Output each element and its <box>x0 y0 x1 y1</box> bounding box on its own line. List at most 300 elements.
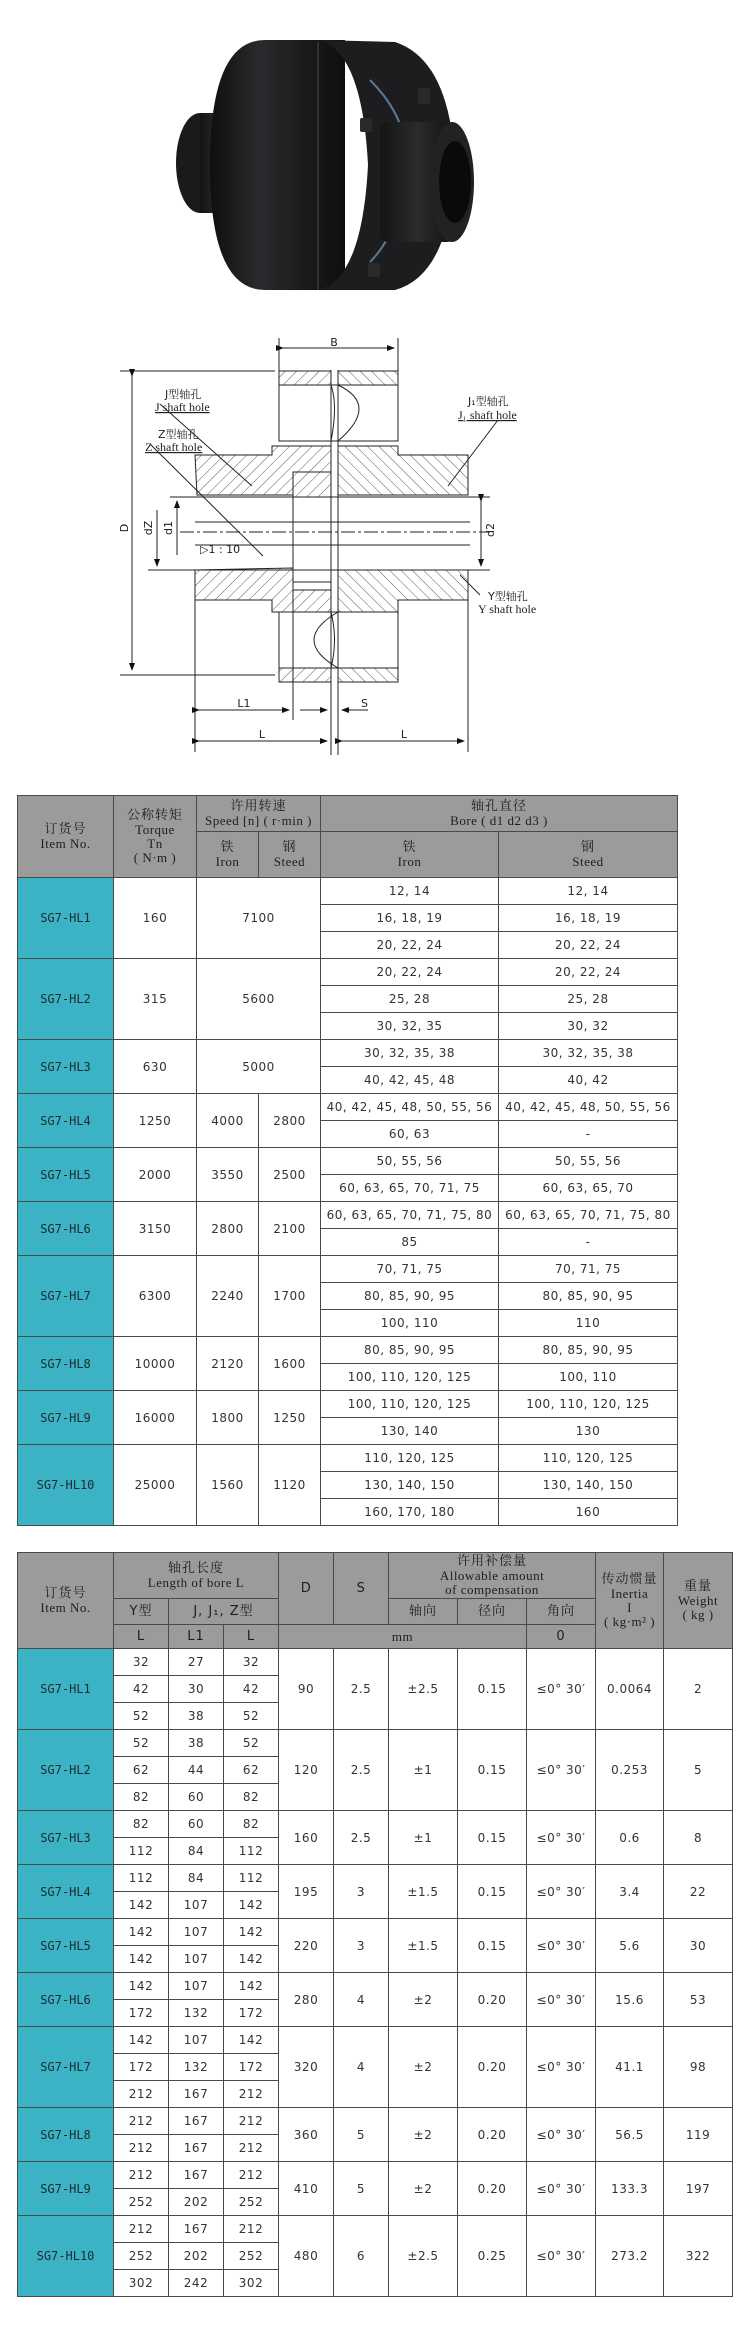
bore-iron-value: 80, 85, 90, 95 <box>321 1337 499 1364</box>
length-l1: 202 <box>169 2243 224 2270</box>
table-row <box>18 1919 733 1946</box>
item-number: SG7-HL5 <box>18 1919 114 1973</box>
radial-value: 0.15 <box>458 1919 527 1973</box>
radial-value: 0.15 <box>458 1649 527 1730</box>
dim-l-right-label: L <box>400 728 408 741</box>
length-y-l: 252 <box>114 2189 169 2216</box>
torque-value: 1250 <box>114 1094 197 1148</box>
radial-value: 0.20 <box>458 1973 527 2027</box>
weight-value: 30 <box>664 1919 733 1973</box>
speed-value: 7100 <box>197 878 321 959</box>
length-y-l: 52 <box>114 1730 169 1757</box>
length-l: 112 <box>224 1865 279 1892</box>
weight-value: 53 <box>664 1973 733 2027</box>
axial-value: ±2.5 <box>389 1649 458 1730</box>
length-l1: 202 <box>169 2189 224 2216</box>
item-number: SG7-HL8 <box>18 1337 114 1391</box>
angular-value: ≤0° 30′ <box>527 1865 596 1919</box>
length-l1: 167 <box>169 2162 224 2189</box>
table-row <box>18 2027 733 2054</box>
length-y-l: 212 <box>114 2162 169 2189</box>
table-row <box>18 2162 733 2189</box>
inertia-value: 0.253 <box>596 1730 664 1811</box>
header-l1: L1 <box>169 1625 224 1649</box>
torque-value: 315 <box>114 959 197 1040</box>
item-number: SG7-HL8 <box>18 2108 114 2162</box>
angular-value: ≤0° 30′ <box>527 2216 596 2297</box>
bore-steel-value: 30, 32, 35, 38 <box>499 1040 678 1067</box>
header-bore: 轴孔直径 Bore ( d1 d2 d3 ) <box>321 796 678 832</box>
speed-iron-value: 3550 <box>197 1148 259 1202</box>
weight-value: 5 <box>664 1730 733 1811</box>
inertia-value: 0.0064 <box>596 1649 664 1730</box>
length-l1: 107 <box>169 1946 224 1973</box>
radial-value: 0.25 <box>458 2216 527 2297</box>
length-y-l: 252 <box>114 2243 169 2270</box>
bore-iron-value: 25, 28 <box>321 986 499 1013</box>
s-value: 2.5 <box>334 1811 389 1865</box>
angular-value: ≤0° 30′ <box>527 2162 596 2216</box>
length-y-l: 112 <box>114 1865 169 1892</box>
item-number: SG7-HL3 <box>18 1811 114 1865</box>
bore-iron-value: 130, 140, 150 <box>321 1472 499 1499</box>
length-l1: 38 <box>169 1730 224 1757</box>
radial-value: 0.15 <box>458 1730 527 1811</box>
torque-value: 16000 <box>114 1391 197 1445</box>
length-l: 62 <box>224 1757 279 1784</box>
table-row <box>18 1649 733 1676</box>
header-weight: 重量 Weight ( kg ) <box>664 1553 733 1649</box>
length-l1: 84 <box>169 1838 224 1865</box>
table-row <box>18 2108 733 2135</box>
bore-steel-value: 12, 14 <box>499 878 678 905</box>
length-y-l: 172 <box>114 2054 169 2081</box>
item-number: SG7-HL1 <box>18 878 114 959</box>
bore-steel-value: 60, 63, 65, 70, 71, 75, 80 <box>499 1202 678 1229</box>
bore-steel-value: 40, 42 <box>499 1067 678 1094</box>
header-l2: L <box>224 1625 279 1649</box>
speed-steel-value: 1600 <box>259 1337 321 1391</box>
length-l1: 107 <box>169 1973 224 2000</box>
length-l: 252 <box>224 2189 279 2216</box>
length-l: 172 <box>224 2000 279 2027</box>
header-speed: 许用转速 Speed [n] ( r·min ) <box>197 796 321 832</box>
s-value: 6 <box>334 2216 389 2297</box>
axial-value: ±2.5 <box>389 2216 458 2297</box>
length-y-l: 82 <box>114 1811 169 1838</box>
length-l1: 132 <box>169 2054 224 2081</box>
s-value: 2.5 <box>334 1730 389 1811</box>
bore-steel-value: 20, 22, 24 <box>499 932 678 959</box>
speed-steel-value: 1120 <box>259 1445 321 1526</box>
inertia-value: 3.4 <box>596 1865 664 1919</box>
axial-value: ±2 <box>389 2162 458 2216</box>
table-row <box>18 1337 678 1364</box>
table-row <box>18 1445 678 1472</box>
bore-iron-value: 100, 110, 120, 125 <box>321 1364 499 1391</box>
length-l: 212 <box>224 2108 279 2135</box>
length-l: 82 <box>224 1811 279 1838</box>
header-speed-iron: 铁 Iron <box>197 832 259 878</box>
weight-value: 2 <box>664 1649 733 1730</box>
speed-value: 5600 <box>197 959 321 1040</box>
length-l: 142 <box>224 2027 279 2054</box>
bore-iron-value: 100, 110, 120, 125 <box>321 1391 499 1418</box>
speed-iron-value: 2800 <box>197 1202 259 1256</box>
inertia-value: 56.5 <box>596 2108 664 2162</box>
length-l: 142 <box>224 1973 279 2000</box>
table-row <box>18 1865 733 1892</box>
bore-iron-value: 160, 170, 180 <box>321 1499 499 1526</box>
item-number: SG7-HL10 <box>18 1445 114 1526</box>
j1-shaft-hole-zh: J₁型轴孔 <box>468 395 509 408</box>
item-number: SG7-HL4 <box>18 1865 114 1919</box>
angular-value: ≤0° 30′ <box>527 2027 596 2108</box>
bore-steel-value: 20, 22, 24 <box>499 959 678 986</box>
length-l: 42 <box>224 1676 279 1703</box>
bore-steel-value: 110 <box>499 1310 678 1337</box>
torque-value: 10000 <box>114 1337 197 1391</box>
d-value: 120 <box>279 1730 334 1811</box>
s-value: 4 <box>334 1973 389 2027</box>
length-y-l: 52 <box>114 1703 169 1730</box>
table-row <box>18 1040 678 1067</box>
speed-steel-value: 1250 <box>259 1391 321 1445</box>
speed-iron-value: 1800 <box>197 1391 259 1445</box>
item-number: SG7-HL3 <box>18 1040 114 1094</box>
weight-value: 98 <box>664 2027 733 2108</box>
length-l: 52 <box>224 1703 279 1730</box>
angular-value: ≤0° 30′ <box>527 2108 596 2162</box>
bore-steel-value: 80, 85, 90, 95 <box>499 1337 678 1364</box>
bore-steel-value: 30, 32 <box>499 1013 678 1040</box>
header-bore-steel: 钢 Steed <box>499 832 678 878</box>
weight-value: 22 <box>664 1865 733 1919</box>
axial-value: ±2 <box>389 2108 458 2162</box>
table-row <box>18 1391 678 1418</box>
torque-value: 6300 <box>114 1256 197 1337</box>
item-number: SG7-HL6 <box>18 1202 114 1256</box>
coupling-section-diagram <box>0 330 750 760</box>
angular-value: ≤0° 30′ <box>527 1919 596 1973</box>
header-d: D <box>279 1553 334 1625</box>
length-l1: 132 <box>169 2000 224 2027</box>
radial-value: 0.20 <box>458 2162 527 2216</box>
y-shaft-hole-zh: Y型轴孔 <box>488 590 528 603</box>
angular-value: ≤0° 30′ <box>527 1730 596 1811</box>
length-l1: 167 <box>169 2108 224 2135</box>
axial-value: ±2 <box>389 2027 458 2108</box>
bore-steel-value: 100, 110, 120, 125 <box>499 1391 678 1418</box>
inertia-value: 15.6 <box>596 1973 664 2027</box>
bore-steel-value: - <box>499 1121 678 1148</box>
length-y-l: 142 <box>114 1946 169 1973</box>
bore-iron-value: 40, 42, 45, 48 <box>321 1067 499 1094</box>
d-value: 90 <box>279 1649 334 1730</box>
length-y-l: 212 <box>114 2108 169 2135</box>
bore-steel-value: 40, 42, 45, 48, 50, 55, 56 <box>499 1094 678 1121</box>
length-l: 212 <box>224 2162 279 2189</box>
speed-steel-value: 2500 <box>259 1148 321 1202</box>
axial-value: ±1 <box>389 1811 458 1865</box>
length-l1: 60 <box>169 1784 224 1811</box>
speed-iron-value: 4000 <box>197 1094 259 1148</box>
dim-l-left-label: L <box>258 728 266 741</box>
item-number: SG7-HL9 <box>18 2162 114 2216</box>
header-speed-steel: 钢 Steed <box>259 832 321 878</box>
coupling-image <box>0 0 750 335</box>
d-value: 320 <box>279 2027 334 2108</box>
bore-iron-value: 60, 63 <box>321 1121 499 1148</box>
speed-value: 5000 <box>197 1040 321 1094</box>
torque-speed-bore-table <box>17 795 678 1526</box>
torque-value: 25000 <box>114 1445 197 1526</box>
weight-value: 119 <box>664 2108 733 2162</box>
length-l: 142 <box>224 1946 279 1973</box>
length-l1: 38 <box>169 1703 224 1730</box>
dim-s-label: S <box>361 697 368 710</box>
length-y-l: 212 <box>114 2081 169 2108</box>
d-value: 410 <box>279 2162 334 2216</box>
dim-d1-label: d1 <box>162 521 175 535</box>
length-l: 112 <box>224 1838 279 1865</box>
item-number: SG7-HL9 <box>18 1391 114 1445</box>
y-shaft-hole-en: Y shaft hole <box>478 602 537 616</box>
j-shaft-hole-zh: J型轴孔 <box>165 388 202 401</box>
bore-iron-value: 80, 85, 90, 95 <box>321 1283 499 1310</box>
length-l: 32 <box>224 1649 279 1676</box>
bore-iron-value: 110, 120, 125 <box>321 1445 499 1472</box>
bore-iron-value: 12, 14 <box>321 878 499 905</box>
dim-b-label: B <box>330 336 338 349</box>
weight-value: 322 <box>664 2216 733 2297</box>
length-y-l: 172 <box>114 2000 169 2027</box>
bore-iron-value: 20, 22, 24 <box>321 932 499 959</box>
bore-steel-value: 110, 120, 125 <box>499 1445 678 1472</box>
s-value: 5 <box>334 2162 389 2216</box>
speed-steel-value: 2800 <box>259 1094 321 1148</box>
s-value: 3 <box>334 1919 389 1973</box>
j1-shaft-hole-en: J₁ shaft hole <box>458 408 517 422</box>
header-angular: 角向 <box>527 1599 596 1625</box>
bore-iron-value: 60, 63, 65, 70, 71, 75 <box>321 1175 499 1202</box>
length-l: 172 <box>224 2054 279 2081</box>
header-bore-length: 轴孔长度 Length of bore L <box>114 1553 279 1599</box>
bore-steel-value: 50, 55, 56 <box>499 1148 678 1175</box>
length-l: 252 <box>224 2243 279 2270</box>
length-y-l: 142 <box>114 1892 169 1919</box>
bore-iron-value: 30, 32, 35 <box>321 1013 499 1040</box>
speed-iron-value: 2240 <box>197 1256 259 1337</box>
cross-section-drawing <box>0 330 750 760</box>
header-bore-iron: 铁 Iron <box>321 832 499 878</box>
header-jjz-type: J, J₁, Z型 <box>169 1599 279 1625</box>
length-l: 52 <box>224 1730 279 1757</box>
weight-value: 8 <box>664 1811 733 1865</box>
length-l: 302 <box>224 2270 279 2297</box>
table-row <box>18 1148 678 1175</box>
length-y-l: 142 <box>114 2027 169 2054</box>
d-value: 360 <box>279 2108 334 2162</box>
header-compensation: 许用补偿量 Allowable amount of compensation <box>389 1553 596 1599</box>
bore-iron-value: 20, 22, 24 <box>321 959 499 986</box>
s-value: 2.5 <box>334 1649 389 1730</box>
length-l1: 167 <box>169 2135 224 2162</box>
header-axial: 轴向 <box>389 1599 458 1625</box>
item-number: SG7-HL2 <box>18 959 114 1040</box>
d-value: 195 <box>279 1865 334 1919</box>
length-y-l: 112 <box>114 1838 169 1865</box>
table-row <box>18 1811 733 1838</box>
axial-value: ±1.5 <box>389 1919 458 1973</box>
inertia-value: 273.2 <box>596 2216 664 2297</box>
torque-value: 160 <box>114 878 197 959</box>
bore-iron-value: 100, 110 <box>321 1310 499 1337</box>
z-shaft-hole-zh: Z型轴孔 <box>158 428 199 441</box>
length-l: 212 <box>224 2081 279 2108</box>
table-row <box>18 878 678 905</box>
length-l1: 84 <box>169 1865 224 1892</box>
header-radial: 径向 <box>458 1599 527 1625</box>
bore-steel-value: 70, 71, 75 <box>499 1256 678 1283</box>
length-l1: 167 <box>169 2216 224 2243</box>
bore-iron-value: 85 <box>321 1229 499 1256</box>
d-value: 280 <box>279 1973 334 2027</box>
length-y-l: 142 <box>114 1973 169 2000</box>
bore-steel-value: 25, 28 <box>499 986 678 1013</box>
length-y-l: 82 <box>114 1784 169 1811</box>
length-y-l: 302 <box>114 2270 169 2297</box>
length-l1: 60 <box>169 1811 224 1838</box>
bore-steel-value: 160 <box>499 1499 678 1526</box>
bore-steel-value: 130 <box>499 1418 678 1445</box>
d-value: 220 <box>279 1919 334 1973</box>
header-inertia: 传动惯量 Inertia I ( kg·m² ) <box>596 1553 664 1649</box>
table-row <box>18 1730 733 1757</box>
dim-d-label: D <box>118 523 131 533</box>
bore-iron-value: 50, 55, 56 <box>321 1148 499 1175</box>
item-number: SG7-HL1 <box>18 1649 114 1730</box>
s-value: 5 <box>334 2108 389 2162</box>
angular-value: ≤0° 30′ <box>527 1811 596 1865</box>
bore-steel-value: 16, 18, 19 <box>499 905 678 932</box>
table-row <box>18 2216 733 2243</box>
header-l: L <box>114 1625 169 1649</box>
d-value: 160 <box>279 1811 334 1865</box>
item-number: SG7-HL7 <box>18 2027 114 2108</box>
bore-iron-value: 60, 63, 65, 70, 71, 75, 80 <box>321 1202 499 1229</box>
item-number: SG7-HL10 <box>18 2216 114 2297</box>
axial-value: ±2 <box>389 1973 458 2027</box>
header-item-no: 订货号 Item No. <box>18 796 114 878</box>
bore-steel-value: 100, 110 <box>499 1364 678 1391</box>
item-number: SG7-HL7 <box>18 1256 114 1337</box>
length-l: 212 <box>224 2216 279 2243</box>
bore-iron-value: 16, 18, 19 <box>321 905 499 932</box>
radial-value: 0.20 <box>458 2108 527 2162</box>
bore-iron-value: 30, 32, 35, 38 <box>321 1040 499 1067</box>
bore-steel-value: 60, 63, 65, 70 <box>499 1175 678 1202</box>
item-number: SG7-HL2 <box>18 1730 114 1811</box>
length-l1: 30 <box>169 1676 224 1703</box>
speed-steel-value: 2100 <box>259 1202 321 1256</box>
header-item-no: 订货号 Item No. <box>18 1553 114 1649</box>
table-row <box>18 1202 678 1229</box>
length-l1: 27 <box>169 1649 224 1676</box>
radial-value: 0.15 <box>458 1865 527 1919</box>
item-number: SG7-HL5 <box>18 1148 114 1202</box>
speed-iron-value: 1560 <box>197 1445 259 1526</box>
s-value: 4 <box>334 2027 389 2108</box>
z-shaft-hole-en: Z shaft hole <box>145 440 203 454</box>
table-row <box>18 1973 733 2000</box>
length-y-l: 42 <box>114 1676 169 1703</box>
header-unit-mm: mm <box>279 1625 527 1649</box>
table-row <box>18 1256 678 1283</box>
j-shaft-hole-en: J shaft hole <box>155 400 210 414</box>
bore-steel-value: - <box>499 1229 678 1256</box>
length-y-l: 212 <box>114 2135 169 2162</box>
length-l1: 167 <box>169 2081 224 2108</box>
speed-steel-value: 1700 <box>259 1256 321 1337</box>
bore-iron-value: 40, 42, 45, 48, 50, 55, 56 <box>321 1094 499 1121</box>
length-l: 142 <box>224 1892 279 1919</box>
header-s: S <box>334 1553 389 1625</box>
length-l1: 107 <box>169 1892 224 1919</box>
axial-value: ±1.5 <box>389 1865 458 1919</box>
torque-value: 3150 <box>114 1202 197 1256</box>
length-y-l: 142 <box>114 1919 169 1946</box>
length-y-l: 32 <box>114 1649 169 1676</box>
speed-iron-value: 2120 <box>197 1337 259 1391</box>
s-value: 3 <box>334 1865 389 1919</box>
item-number: SG7-HL6 <box>18 1973 114 2027</box>
dimensions-compensation-table <box>17 1552 733 2297</box>
product-photo <box>0 0 750 335</box>
taper-label: ▷1 : 10 <box>200 543 241 556</box>
bore-steel-value: 130, 140, 150 <box>499 1472 678 1499</box>
item-number: SG7-HL4 <box>18 1094 114 1148</box>
inertia-value: 41.1 <box>596 2027 664 2108</box>
inertia-value: 133.3 <box>596 2162 664 2216</box>
length-l: 82 <box>224 1784 279 1811</box>
length-l: 212 <box>224 2135 279 2162</box>
radial-value: 0.20 <box>458 2027 527 2108</box>
dim-d2-label: d2 <box>484 523 497 537</box>
table-row <box>18 959 678 986</box>
radial-value: 0.15 <box>458 1811 527 1865</box>
length-l1: 107 <box>169 1919 224 1946</box>
inertia-value: 0.6 <box>596 1811 664 1865</box>
dim-dz-label: dZ <box>142 520 155 536</box>
axial-value: ±1 <box>389 1730 458 1811</box>
torque-value: 2000 <box>114 1148 197 1202</box>
weight-value: 197 <box>664 2162 733 2216</box>
torque-value: 630 <box>114 1040 197 1094</box>
length-l1: 242 <box>169 2270 224 2297</box>
bore-iron-value: 130, 140 <box>321 1418 499 1445</box>
dim-l1-label: L1 <box>237 697 251 710</box>
length-y-l: 212 <box>114 2216 169 2243</box>
length-l1: 44 <box>169 1757 224 1784</box>
angular-value: ≤0° 30′ <box>527 1973 596 2027</box>
header-torque: 公称转矩 Torque Tn ( N·m ) <box>114 796 197 878</box>
bore-iron-value: 70, 71, 75 <box>321 1256 499 1283</box>
angular-value: ≤0° 30′ <box>527 1649 596 1730</box>
bore-steel-value: 80, 85, 90, 95 <box>499 1283 678 1310</box>
length-y-l: 62 <box>114 1757 169 1784</box>
d-value: 480 <box>279 2216 334 2297</box>
